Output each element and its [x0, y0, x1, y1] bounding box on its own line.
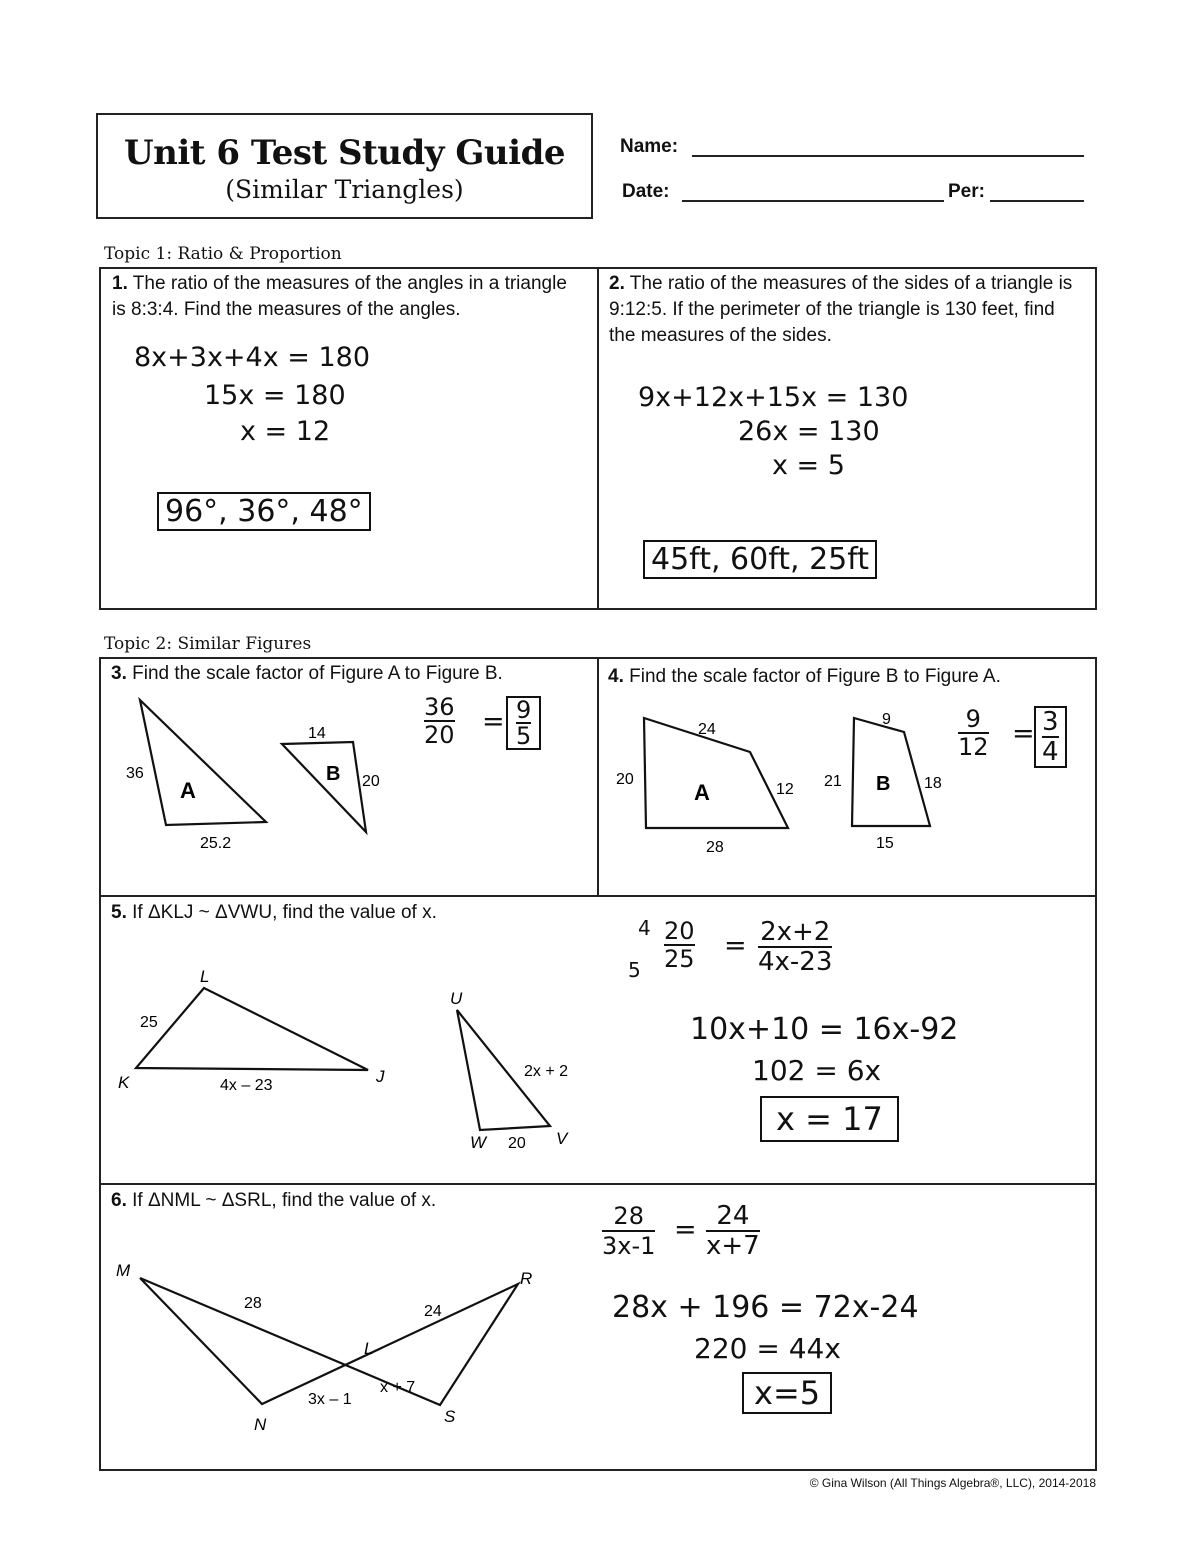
q5-label-w: W	[470, 1133, 487, 1152]
q1-text-block	[112, 271, 582, 323]
q3-work-den: 20	[424, 721, 455, 749]
q4-number: 4.	[608, 666, 624, 687]
q5-figures	[100, 950, 600, 1180]
q6-label-s: S	[444, 1407, 456, 1426]
q5-work-left-den: 25	[664, 945, 695, 973]
q4-b-bottom: 15	[876, 835, 894, 852]
q5-text-block	[111, 900, 437, 926]
q6-work-left-num: 28	[602, 1202, 655, 1232]
q5-work-left-fraction	[664, 918, 695, 972]
q6-number: 6.	[111, 1190, 127, 1211]
q6-answer: x=5	[742, 1372, 832, 1414]
q4-a-left: 20	[616, 771, 634, 788]
q3-equals: =	[482, 706, 505, 737]
q5-label-v: V	[556, 1129, 568, 1148]
q1-answer: 96°, 36°, 48°	[157, 492, 371, 531]
q5-text: If ΔKLJ ~ ΔVWU, find the value of x.	[132, 902, 437, 923]
q3-work-fraction	[424, 694, 455, 748]
q1-work-3: x = 12	[240, 416, 331, 447]
q5-work-side-b: 5	[628, 958, 641, 982]
q3-ans-den: 5	[516, 722, 532, 750]
q5-label-l: L	[200, 967, 210, 986]
q1-work-1: 8x+3x+4x = 180	[134, 342, 371, 373]
q6-work-right-fraction	[706, 1202, 760, 1260]
topic1-heading: Topic 1: Ratio & Proportion	[104, 244, 342, 264]
per-label: Per:	[948, 181, 985, 202]
q1-work-2: 15x = 180	[204, 380, 346, 411]
q6-bowtie	[140, 1278, 518, 1405]
q6-side-lr: 24	[424, 1303, 442, 1320]
q4-figures	[598, 680, 1093, 895]
q5-work-right-num: 2x+2	[758, 918, 832, 948]
q6-side-ml: 28	[244, 1295, 262, 1312]
q5-work-3: 102 = 6x	[752, 1054, 882, 1087]
q6-work-left-fraction	[602, 1202, 655, 1260]
q6-text-block	[111, 1188, 436, 1214]
q5-label-u: U	[450, 989, 463, 1008]
q2-text: The ratio of the measures of the sides of a triangle is 9:12:5. If the perimeter of the triangle is 130 feet, find the measures of the sides.	[609, 273, 1073, 346]
copyright-footer: © Gina Wilson (All Things Algebra®, LLC), 2014-2018	[809, 1476, 1096, 1490]
q4-a-label: A	[694, 780, 710, 805]
name-label: Name:	[620, 136, 679, 157]
q6-label-m: M	[116, 1261, 131, 1280]
q3-number: 3.	[111, 663, 127, 684]
q6-label-l: L	[364, 1339, 374, 1358]
date-line[interactable]	[682, 200, 944, 202]
q5-side-kj: 4x – 23	[220, 1077, 273, 1094]
q6-work-right-num: 24	[706, 1202, 760, 1232]
q4-quad-b	[852, 718, 930, 826]
q3-b-side2: 20	[362, 773, 380, 790]
q5-work-2: 10x+10 = 16x-92	[690, 1012, 959, 1047]
q4-a-right: 12	[776, 781, 794, 798]
q3-text: Find the scale factor of Figure A to Figure B.	[132, 663, 503, 684]
q4-b-right: 18	[924, 775, 942, 792]
q2-answer: 45ft, 60ft, 25ft	[643, 540, 877, 579]
q3-b-label: B	[326, 763, 341, 785]
q3-work-num: 36	[424, 693, 455, 721]
q4-work-num: 9	[958, 706, 989, 734]
q3-answer	[506, 696, 541, 750]
q6-work-left-den: 3x-1	[602, 1232, 656, 1260]
q5-side-wv: 20	[508, 1135, 526, 1152]
q2-work-1: 9x+12x+15x = 130	[638, 382, 909, 413]
q5-side-kl: 25	[140, 1014, 158, 1031]
q6-equals: =	[674, 1214, 697, 1245]
q5-work-right-den: 4x-23	[758, 947, 833, 977]
q5-work-right-fraction	[758, 918, 832, 976]
q3-a-label: A	[180, 778, 196, 803]
q5-equals: =	[724, 930, 747, 961]
q2-text-block	[609, 271, 1079, 349]
q4-a-bottom: 28	[706, 839, 724, 856]
q5-number: 5.	[111, 902, 127, 923]
page-title: Unit 6 Test Study Guide	[124, 133, 565, 173]
q5-work-side-a: 4	[638, 916, 651, 940]
q4-ans-num: 3	[1042, 707, 1059, 737]
q4-work-fraction	[958, 706, 989, 760]
topic2-heading: Topic 2: Similar Figures	[104, 634, 312, 654]
date-label: Date:	[622, 181, 670, 202]
q4-ans-den: 4	[1042, 737, 1059, 767]
q6-label-n: N	[254, 1415, 267, 1434]
q4-a-top: 24	[698, 721, 716, 738]
q5-side-uv: 2x + 2	[524, 1063, 569, 1080]
page-subtitle: (Similar Triangles)	[225, 175, 464, 204]
title-box	[96, 113, 593, 219]
q5-answer: x = 17	[760, 1096, 899, 1142]
q3-b-side1: 14	[308, 725, 326, 742]
q6-label-r: R	[520, 1269, 533, 1288]
q6-work-2: 28x + 196 = 72x-24	[612, 1290, 919, 1325]
name-line[interactable]	[692, 155, 1084, 157]
q4-b-left: 21	[824, 773, 842, 790]
q2-work-3: x = 5	[772, 450, 845, 481]
q4-b-label: B	[876, 773, 891, 795]
q3-triangle-b	[282, 742, 366, 832]
q3-a-side1: 36	[126, 765, 144, 782]
per-line[interactable]	[990, 200, 1084, 202]
q5-label-j: J	[376, 1067, 385, 1086]
q6-work-right-den: x+7	[706, 1231, 760, 1261]
q6-figure	[100, 1240, 600, 1465]
q4-text: Find the scale factor of Figure B to Figure A.	[629, 666, 1001, 687]
q5-triangle-klj	[136, 988, 368, 1070]
q4-b-top: 9	[882, 711, 891, 728]
q3-ans-num: 9	[516, 696, 532, 724]
q4-answer	[1034, 706, 1067, 768]
q6-work-3: 220 = 44x	[694, 1332, 841, 1365]
q2-number: 2.	[609, 273, 625, 294]
q4-quad-a	[644, 718, 788, 828]
q6-text: If ΔNML ~ ΔSRL, find the value of x.	[132, 1190, 437, 1211]
q4-equals: =	[1012, 718, 1035, 749]
q1-text: The ratio of the measures of the angles in a triangle is 8:3:4. Find the measures of the angles.	[112, 273, 567, 320]
q3-a-side2: 25.2	[200, 835, 232, 852]
q4-work-den: 12	[958, 733, 989, 761]
q6-side-ls: x + 7	[380, 1379, 416, 1396]
q1-number: 1.	[112, 273, 128, 294]
q2-work-2: 26x = 130	[738, 416, 880, 447]
q6-side-nl: 3x – 1	[308, 1391, 352, 1408]
q5-work-left-num: 20	[664, 917, 695, 945]
q5-label-k: K	[118, 1073, 130, 1092]
q3-triangle-a	[140, 700, 266, 825]
